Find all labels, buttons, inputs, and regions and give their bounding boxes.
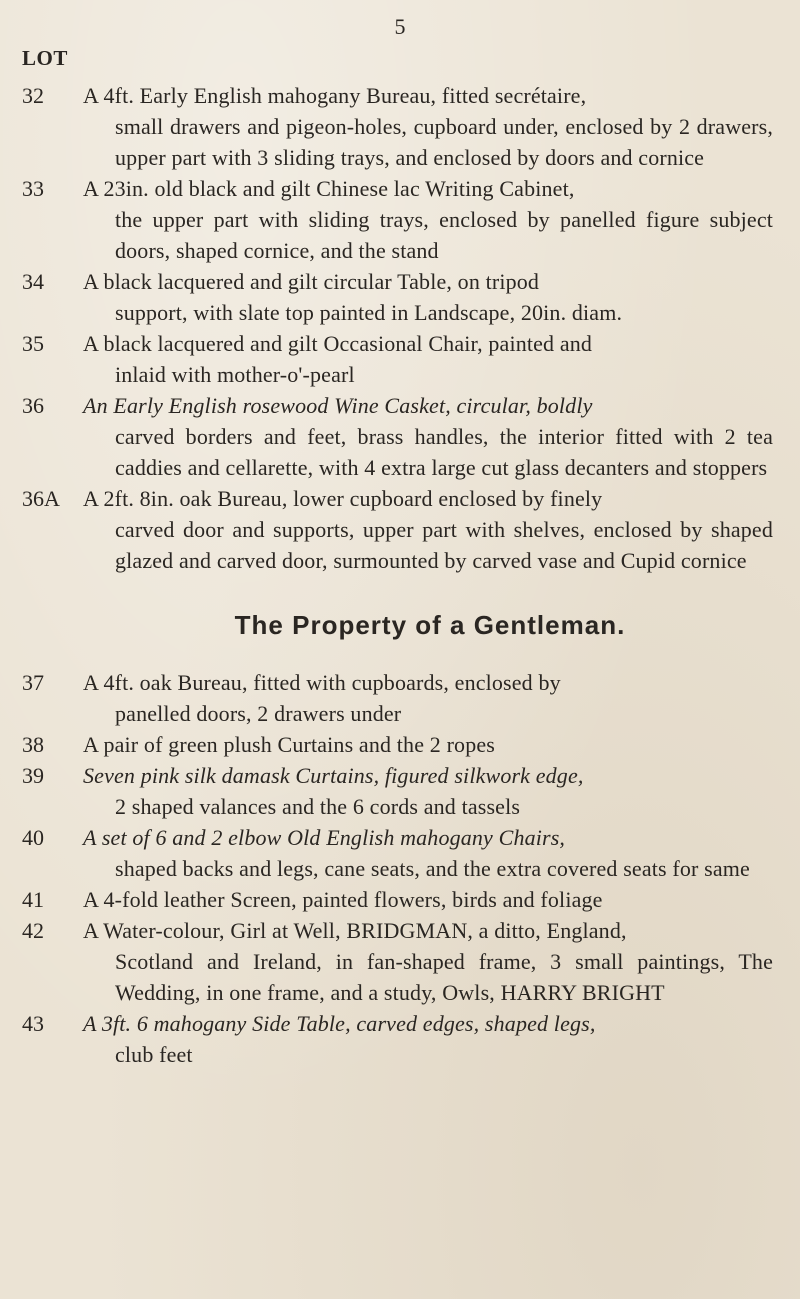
lot-description-first-line: A 4ft. Early English mahogany Bureau, fitted secrétaire, — [83, 83, 587, 108]
lot-description-first-line: A 23in. old black and gilt Chinese lac Writing Cabinet, — [83, 176, 575, 201]
lot-description-continuation: the upper part with sliding trays, enclosed by panelled figure subject doors, shaped cornice, and the stand — [115, 207, 773, 263]
lot-description — [78, 80, 773, 173]
lot-description-first-line: A pair of green plush Curtains and the 2 ropes — [83, 732, 495, 757]
lot-description-continuation: Scotland and Ireland, in fan-shaped frame, 3 small paintings, The Wedding, in one frame, and a study, Owls, HARRY BRIGHT — [115, 949, 773, 1005]
lot-entry — [0, 729, 800, 760]
lot-description — [78, 884, 773, 915]
lot-description-continuation: carved door and supports, upper part with shelves, enclosed by shaped glazed and carved door, surmounted by carved vase and Cupid cornice — [115, 517, 773, 573]
lot-number: 34 — [22, 269, 44, 294]
lot-description-continuation: 2 shaped valances and the 6 cords and tassels — [115, 794, 521, 819]
lot-number: 33 — [22, 176, 44, 201]
lot-description — [78, 266, 773, 328]
lot-description-first-line: An Early English rosewood Wine Casket, circular, boldly — [83, 393, 593, 418]
lot-number: 41 — [22, 887, 44, 912]
lot-description-first-line: A 2ft. 8in. oak Bureau, lower cupboard enclosed by finely — [83, 486, 603, 511]
lot-number: 36A — [22, 486, 60, 511]
lot-entry — [0, 667, 800, 729]
lot-description-continuation: carved borders and feet, brass handles, the interior fitted with 2 tea caddies and cellarette, with 4 extra large cut glass decanters and stoppers — [115, 424, 773, 480]
lot-number: 36 — [22, 393, 44, 418]
lot-entry — [0, 915, 800, 1008]
lot-description — [78, 915, 773, 1008]
lot-entry — [0, 173, 800, 266]
lot-number: 38 — [22, 732, 44, 757]
lot-entry — [0, 483, 800, 576]
lot-group-a — [0, 80, 800, 576]
lot-entry — [0, 884, 800, 915]
lot-description — [78, 328, 773, 390]
lot-description-first-line: A 3ft. 6 mahogany Side Table, carved edges, shaped legs, — [83, 1011, 596, 1036]
lot-entry — [0, 80, 800, 173]
lot-description-first-line: A 4ft. oak Bureau, fitted with cupboards, enclosed by — [83, 670, 561, 695]
lot-description-first-line: A set of 6 and 2 elbow Old English mahogany Chairs, — [83, 825, 566, 850]
lot-group-b — [0, 667, 800, 1070]
lot-entry — [0, 760, 800, 822]
lot-number: 35 — [22, 331, 44, 356]
lot-entry — [0, 328, 800, 390]
lot-entry — [0, 390, 800, 483]
lot-description-continuation: small drawers and pigeon-holes, cupboard under, enclosed by 2 drawers, upper part with 3 sliding trays, and enclosed by doors and cornice — [115, 114, 773, 170]
lot-description — [78, 173, 773, 266]
lot-entry — [0, 822, 800, 884]
section-heading: The Property of a Gentleman. — [234, 610, 626, 640]
lot-description-first-line: A Water-colour, Girl at Well, BRIDGMAN, a ditto, England, — [83, 918, 627, 943]
lot-description — [78, 667, 773, 729]
lot-entry — [0, 1008, 800, 1070]
lot-description — [78, 729, 773, 760]
lot-description-first-line: Seven pink silk damask Curtains, figured silkwork edge, — [83, 763, 584, 788]
lot-number: 43 — [22, 1011, 44, 1036]
lot-description — [78, 483, 773, 576]
lot-description-first-line: A 4-fold leather Screen, painted flowers, birds and foliage — [83, 887, 603, 912]
lot-number: 42 — [22, 918, 44, 943]
lot-number: 40 — [22, 825, 44, 850]
lot-description-continuation: panelled doors, 2 drawers under — [115, 701, 402, 726]
lot-number: 37 — [22, 670, 44, 695]
lot-description-first-line: A black lacquered and gilt Occasional Chair, painted and — [83, 331, 593, 356]
lot-description-continuation: club feet — [115, 1042, 193, 1067]
lot-description — [78, 1008, 773, 1070]
lot-description — [78, 822, 773, 884]
lot-description-continuation: shaped backs and legs, cane seats, and the extra covered seats for same — [115, 856, 750, 881]
lot-description-first-line: A black lacquered and gilt circular Table, on tripod — [83, 269, 540, 294]
lot-description-continuation: inlaid with mother-o'-pearl — [115, 362, 355, 387]
lot-number: 39 — [22, 763, 44, 788]
lot-number: 32 — [22, 83, 44, 108]
lot-description — [78, 390, 773, 483]
lot-list — [0, 80, 800, 1070]
lot-entry — [0, 266, 800, 328]
lot-column-header: LOT — [22, 46, 68, 70]
lot-description — [78, 760, 773, 822]
lot-description-continuation: support, with slate top painted in Landscape, 20in. diam. — [115, 300, 623, 325]
page-number: 5 — [394, 14, 406, 39]
